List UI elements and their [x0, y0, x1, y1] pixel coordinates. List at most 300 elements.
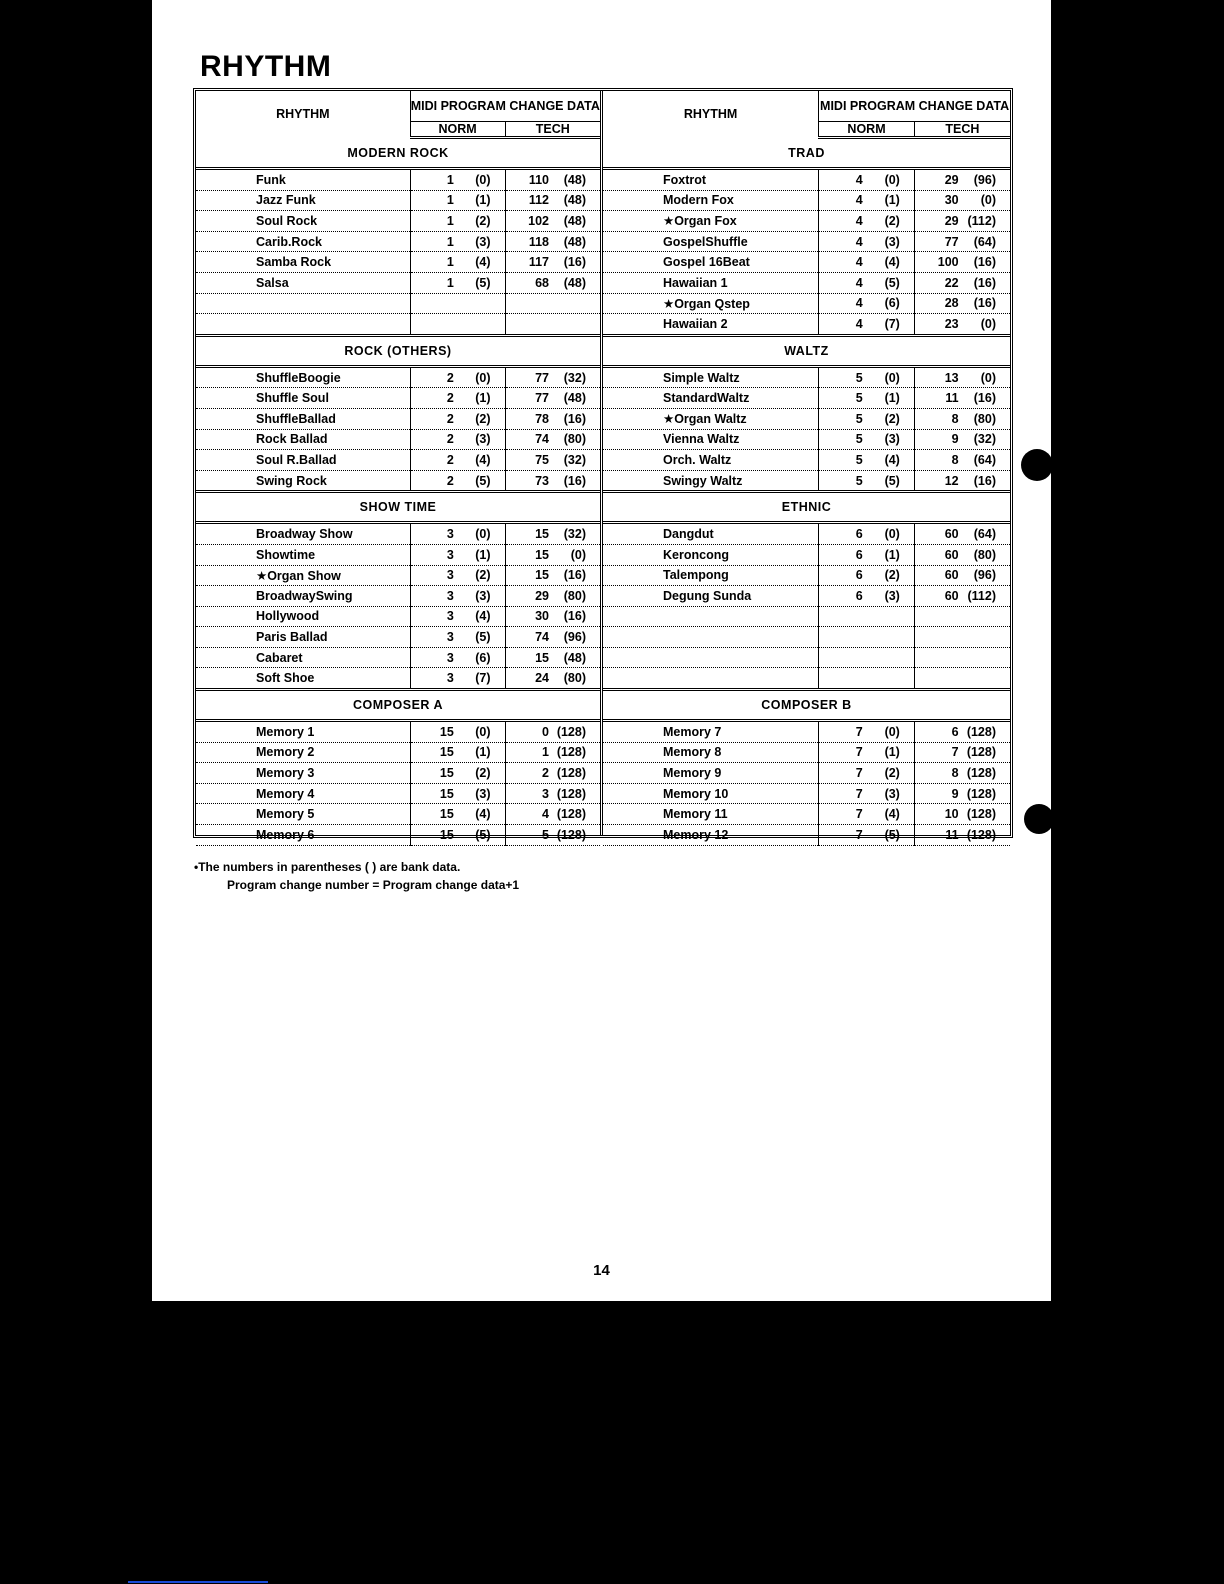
norm-cell [410, 586, 505, 607]
tech-cell [505, 721, 600, 743]
norm-bank-value: (6) [475, 650, 491, 665]
tech-program-value: 8 [951, 411, 959, 426]
tech-cell [914, 606, 1010, 627]
tech-bank-value: (96) [973, 172, 996, 187]
tech-cell [505, 429, 600, 450]
norm-program-value: 7 [855, 745, 863, 760]
tech-program-value: 8 [951, 766, 959, 781]
tech-bank-value: (128) [966, 724, 996, 739]
norm-program-value: 15 [439, 807, 454, 822]
norm-program-value: 5 [855, 370, 863, 385]
norm-cell [819, 211, 915, 232]
footnote-line-2: Program change number = Program change data+1 [227, 878, 520, 892]
tech-bank-value: (128) [966, 766, 996, 781]
tech-cell [914, 450, 1010, 471]
norm-program-value: 2 [446, 411, 454, 426]
table-row [603, 627, 1010, 648]
tech-bank-value: (128) [966, 827, 996, 842]
table-row [196, 169, 600, 191]
table-row [603, 388, 1010, 409]
norm-cell [410, 366, 505, 388]
rhythm-name [196, 314, 410, 336]
tech-program-value: 29 [944, 213, 959, 228]
tech-cell [505, 169, 600, 191]
tech-cell [505, 314, 600, 336]
norm-cell [819, 429, 915, 450]
tech-bank-value: (16) [563, 255, 586, 270]
tech-bank-value: (80) [563, 671, 586, 686]
table-row [603, 586, 1010, 607]
norm-cell [819, 804, 915, 825]
norm-bank-value: (0) [475, 370, 491, 385]
rhythm-name: Memory 2 [196, 742, 410, 763]
header-tech: TECH [505, 122, 600, 138]
norm-cell [410, 565, 505, 586]
tech-program-value: 60 [944, 588, 959, 603]
rhythm-name: ★Organ Fox [603, 211, 819, 232]
tech-program-value: 15 [535, 568, 549, 583]
table-row [603, 763, 1010, 784]
rhythm-midi-table [193, 88, 1013, 842]
norm-bank-value: (2) [884, 213, 900, 228]
norm-cell [410, 825, 505, 846]
tech-bank-value: (48) [563, 234, 586, 249]
norm-program-value: 4 [855, 316, 863, 331]
tech-program-value: 1 [542, 745, 549, 760]
rhythm-name: ★Organ Show [196, 565, 410, 586]
tech-bank-value: (80) [973, 547, 996, 562]
table-row [196, 804, 600, 825]
tech-program-value: 110 [528, 172, 549, 187]
binder-hole-mark [1024, 804, 1054, 834]
table-row [196, 252, 600, 273]
rhythm-name: Salsa [196, 272, 410, 293]
tech-cell [914, 825, 1010, 846]
table-row [196, 231, 600, 252]
table-row [196, 429, 600, 450]
norm-program-value: 2 [446, 432, 454, 447]
tech-cell [914, 763, 1010, 784]
tech-bank-value: (48) [563, 172, 586, 187]
tech-bank-value: (128) [966, 807, 996, 822]
tech-program-value: 77 [535, 370, 549, 385]
norm-program-value: 6 [855, 547, 863, 562]
norm-program-value: 3 [446, 547, 454, 562]
tech-bank-value: (16) [973, 255, 996, 270]
section-title: TRAD [603, 138, 1010, 169]
tech-program-value: 13 [944, 370, 959, 385]
norm-program-value: 6 [855, 527, 863, 542]
section-header [603, 492, 1010, 523]
norm-program-value: 5 [855, 473, 863, 488]
tech-program-value: 73 [535, 473, 549, 488]
rhythm-name: Simple Waltz [603, 366, 819, 388]
table-row [196, 627, 600, 648]
tech-cell [914, 544, 1010, 565]
norm-bank-value: (0) [884, 724, 900, 739]
norm-bank-value: (1) [884, 391, 900, 406]
tech-bank-value: (128) [966, 786, 996, 801]
table-row [603, 470, 1010, 492]
section-header [196, 690, 600, 721]
norm-cell [819, 252, 915, 273]
norm-bank-value: (5) [475, 473, 491, 488]
norm-cell [819, 647, 915, 668]
section-header [196, 335, 600, 366]
tech-program-value: 3 [542, 786, 549, 801]
rhythm-name: Keroncong [603, 544, 819, 565]
table-row [603, 293, 1010, 314]
tech-program-value: 77 [535, 391, 549, 406]
rhythm-name: Memory 6 [196, 825, 410, 846]
tech-bank-value: (128) [556, 745, 586, 760]
rhythm-name: Jazz Funk [196, 190, 410, 211]
tech-cell [914, 366, 1010, 388]
rhythm-name: Samba Rock [196, 252, 410, 273]
rhythm-name: Paris Ballad [196, 627, 410, 648]
rhythm-name: Cabaret [196, 647, 410, 668]
rhythm-name [196, 293, 410, 314]
tech-bank-value: (48) [563, 213, 586, 228]
norm-cell [819, 408, 915, 429]
tech-cell [505, 763, 600, 784]
table-row [603, 231, 1010, 252]
norm-program-value: 1 [446, 213, 454, 228]
tech-cell [505, 544, 600, 565]
tech-bank-value: (48) [563, 275, 586, 290]
norm-bank-value: (2) [475, 411, 491, 426]
scan-edge-line [128, 1581, 268, 1583]
norm-program-value: 7 [855, 724, 863, 739]
norm-bank-value: (4) [475, 807, 491, 822]
norm-program-value: 4 [855, 255, 863, 270]
tech-bank-value: (112) [967, 213, 996, 228]
table-row [603, 429, 1010, 450]
table-row [603, 523, 1010, 545]
table-row [603, 544, 1010, 565]
norm-bank-value: (7) [884, 316, 900, 331]
norm-bank-value: (3) [884, 786, 900, 801]
tech-program-value: 15 [535, 650, 549, 665]
tech-bank-value: (128) [556, 786, 586, 801]
norm-program-value: 5 [855, 391, 863, 406]
rhythm-name: Soul Rock [196, 211, 410, 232]
norm-bank-value: (3) [884, 588, 900, 603]
norm-cell [410, 252, 505, 273]
table-row [196, 606, 600, 627]
tech-bank-value: (128) [966, 745, 996, 760]
table-row [196, 272, 600, 293]
norm-bank-value: (3) [475, 234, 491, 249]
tech-cell [505, 450, 600, 471]
rhythm-name: ★Organ Qstep [603, 293, 819, 314]
tech-cell [505, 586, 600, 607]
norm-program-value: 3 [446, 527, 454, 542]
norm-bank-value: (5) [884, 473, 900, 488]
table-row [196, 408, 600, 429]
norm-cell [819, 668, 915, 690]
norm-cell [819, 293, 915, 314]
tech-cell [505, 523, 600, 545]
norm-bank-value: (5) [475, 275, 491, 290]
tech-cell [914, 211, 1010, 232]
norm-bank-value: (0) [475, 724, 491, 739]
tech-bank-value: (48) [563, 650, 586, 665]
norm-bank-value: (3) [475, 786, 491, 801]
tech-program-value: 30 [535, 609, 549, 624]
norm-cell [819, 721, 915, 743]
tech-cell [505, 272, 600, 293]
tech-bank-value: (64) [973, 234, 996, 249]
norm-bank-value: (4) [884, 255, 900, 270]
norm-bank-value: (1) [884, 193, 900, 208]
norm-program-value: 4 [855, 296, 863, 311]
norm-cell [410, 763, 505, 784]
norm-bank-value: (4) [884, 452, 900, 467]
norm-bank-value: (0) [475, 527, 491, 542]
norm-program-value: 4 [855, 193, 863, 208]
tech-cell [505, 647, 600, 668]
tech-bank-value: (16) [973, 391, 996, 406]
table-row [603, 565, 1010, 586]
tech-cell [914, 565, 1010, 586]
norm-cell [819, 169, 915, 191]
table-row [196, 388, 600, 409]
norm-cell [819, 606, 915, 627]
rhythm-name: Gospel 16Beat [603, 252, 819, 273]
table-row [603, 408, 1010, 429]
norm-program-value: 2 [446, 473, 454, 488]
tech-program-value: 30 [944, 193, 959, 208]
tech-program-value: 0 [542, 724, 549, 739]
table-right-half [603, 91, 1010, 842]
norm-program-value: 7 [855, 807, 863, 822]
norm-bank-value: (1) [475, 391, 491, 406]
norm-bank-value: (4) [475, 255, 491, 270]
norm-cell [410, 388, 505, 409]
header-rhythm: RHYTHM [603, 91, 819, 138]
norm-cell [410, 293, 505, 314]
table-row [603, 211, 1010, 232]
rhythm-name: Talempong [603, 565, 819, 586]
norm-bank-value: (1) [884, 745, 900, 760]
norm-bank-value: (4) [475, 609, 491, 624]
tech-bank-value: (0) [980, 316, 996, 331]
header-midi-program: MIDI PROGRAM CHANGE DATA [410, 91, 600, 122]
section-title: WALTZ [603, 335, 1010, 366]
norm-program-value: 6 [855, 588, 863, 603]
section-title: SHOW TIME [196, 492, 600, 523]
section-header [603, 138, 1010, 169]
norm-bank-value: (1) [475, 547, 491, 562]
norm-bank-value: (2) [475, 568, 491, 583]
document-page [152, 0, 1051, 1301]
tech-bank-value: (128) [556, 724, 586, 739]
norm-program-value: 4 [855, 213, 863, 228]
tech-program-value: 6 [951, 724, 959, 739]
rhythm-name: ShuffleBallad [196, 408, 410, 429]
tech-program-value: 23 [944, 316, 959, 331]
norm-cell [410, 450, 505, 471]
norm-cell [819, 190, 915, 211]
tech-bank-value: (0) [570, 547, 586, 562]
tech-program-value: 5 [542, 827, 549, 842]
rhythm-name: Dangdut [603, 523, 819, 545]
footnote-line-1: •The numbers in parentheses ( ) are bank data. [194, 860, 461, 874]
table-row [196, 825, 600, 846]
norm-program-value: 5 [855, 432, 863, 447]
tech-program-value: 8 [951, 452, 959, 467]
tech-cell [505, 190, 600, 211]
tech-cell [505, 606, 600, 627]
norm-cell [819, 366, 915, 388]
norm-cell [410, 470, 505, 492]
table-row [603, 252, 1010, 273]
rhythm-name: BroadwaySwing [196, 586, 410, 607]
norm-cell [410, 544, 505, 565]
tech-bank-value: (112) [967, 588, 996, 603]
tech-cell [505, 804, 600, 825]
rhythm-name: Hawaiian 2 [603, 314, 819, 336]
table-row [196, 544, 600, 565]
norm-cell [410, 627, 505, 648]
norm-cell [410, 742, 505, 763]
rhythm-name: Soft Shoe [196, 668, 410, 690]
rhythm-name: Memory 10 [603, 783, 819, 804]
table-row [603, 450, 1010, 471]
rhythm-name: Swing Rock [196, 470, 410, 492]
tech-bank-value: (16) [973, 296, 996, 311]
tech-program-value: 15 [535, 547, 549, 562]
norm-program-value: 15 [439, 827, 454, 842]
norm-program-value: 4 [855, 234, 863, 249]
rhythm-table-left [196, 91, 600, 846]
tech-bank-value: (0) [980, 370, 996, 385]
rhythm-name: Hawaiian 1 [603, 272, 819, 293]
tech-cell [914, 408, 1010, 429]
tech-bank-value: (16) [563, 609, 586, 624]
norm-bank-value: (3) [475, 588, 491, 603]
rhythm-name: GospelShuffle [603, 231, 819, 252]
rhythm-name [603, 647, 819, 668]
norm-bank-value: (7) [475, 671, 491, 686]
norm-bank-value: (5) [884, 275, 900, 290]
tech-cell [914, 783, 1010, 804]
tech-program-value: 100 [937, 255, 959, 270]
tech-cell [505, 252, 600, 273]
section-header [196, 492, 600, 523]
norm-cell [819, 450, 915, 471]
tech-program-value: 112 [528, 193, 549, 208]
binder-hole-mark [1021, 449, 1053, 481]
tech-bank-value: (16) [563, 411, 586, 426]
norm-cell [410, 647, 505, 668]
tech-cell [914, 668, 1010, 690]
tech-program-value: 77 [944, 234, 959, 249]
rhythm-name: Memory 7 [603, 721, 819, 743]
tech-bank-value: (16) [563, 568, 586, 583]
tech-cell [914, 647, 1010, 668]
tech-cell [505, 231, 600, 252]
norm-cell [410, 314, 505, 336]
norm-cell [819, 783, 915, 804]
tech-program-value: 74 [535, 630, 549, 645]
table-row [196, 366, 600, 388]
norm-cell [819, 314, 915, 336]
tech-bank-value: (32) [563, 527, 586, 542]
table-row [603, 668, 1010, 690]
rhythm-name: Swingy Waltz [603, 470, 819, 492]
tech-bank-value: (48) [563, 391, 586, 406]
norm-cell [410, 190, 505, 211]
rhythm-name: Memory 12 [603, 825, 819, 846]
rhythm-name: Rock Ballad [196, 429, 410, 450]
rhythm-name: Memory 4 [196, 783, 410, 804]
norm-program-value: 4 [855, 172, 863, 187]
section-title: ETHNIC [603, 492, 1010, 523]
table-row [603, 721, 1010, 743]
norm-bank-value: (2) [475, 766, 491, 781]
norm-program-value: 2 [446, 370, 454, 385]
norm-cell [410, 429, 505, 450]
rhythm-table-right [603, 91, 1010, 846]
rhythm-name: Orch. Waltz [603, 450, 819, 471]
tech-program-value: 29 [944, 172, 959, 187]
tech-bank-value: (32) [973, 432, 996, 447]
table-row [603, 804, 1010, 825]
norm-program-value: 15 [439, 745, 454, 760]
tech-cell [505, 565, 600, 586]
tech-bank-value: (80) [563, 588, 586, 603]
rhythm-name: Memory 11 [603, 804, 819, 825]
tech-bank-value: (16) [973, 275, 996, 290]
tech-program-value: 12 [944, 473, 959, 488]
section-title: COMPOSER B [603, 690, 1010, 721]
rhythm-name: Memory 8 [603, 742, 819, 763]
rhythm-name: Memory 9 [603, 763, 819, 784]
header-rhythm: RHYTHM [196, 91, 410, 138]
tech-program-value: 9 [951, 786, 959, 801]
table-row [603, 169, 1010, 191]
norm-bank-value: (4) [884, 807, 900, 822]
tech-bank-value: (0) [980, 193, 996, 208]
section-header [603, 690, 1010, 721]
norm-program-value: 7 [855, 766, 863, 781]
table-row [196, 647, 600, 668]
table-row [603, 606, 1010, 627]
rhythm-name [603, 668, 819, 690]
tech-program-value: 4 [542, 807, 549, 822]
tech-cell [505, 742, 600, 763]
tech-bank-value: (48) [563, 193, 586, 208]
norm-program-value: 1 [446, 275, 454, 290]
tech-cell [914, 293, 1010, 314]
norm-cell [410, 721, 505, 743]
tech-bank-value: (64) [973, 527, 996, 542]
rhythm-name: Broadway Show [196, 523, 410, 545]
norm-bank-value: (5) [475, 827, 491, 842]
norm-program-value: 3 [446, 630, 454, 645]
table-row [603, 647, 1010, 668]
norm-program-value: 2 [446, 452, 454, 467]
tech-program-value: 117 [528, 255, 549, 270]
tech-bank-value: (64) [973, 452, 996, 467]
norm-bank-value: (2) [884, 766, 900, 781]
tech-cell [914, 470, 1010, 492]
tech-cell [505, 408, 600, 429]
norm-program-value: 1 [446, 255, 454, 270]
table-row [603, 742, 1010, 763]
